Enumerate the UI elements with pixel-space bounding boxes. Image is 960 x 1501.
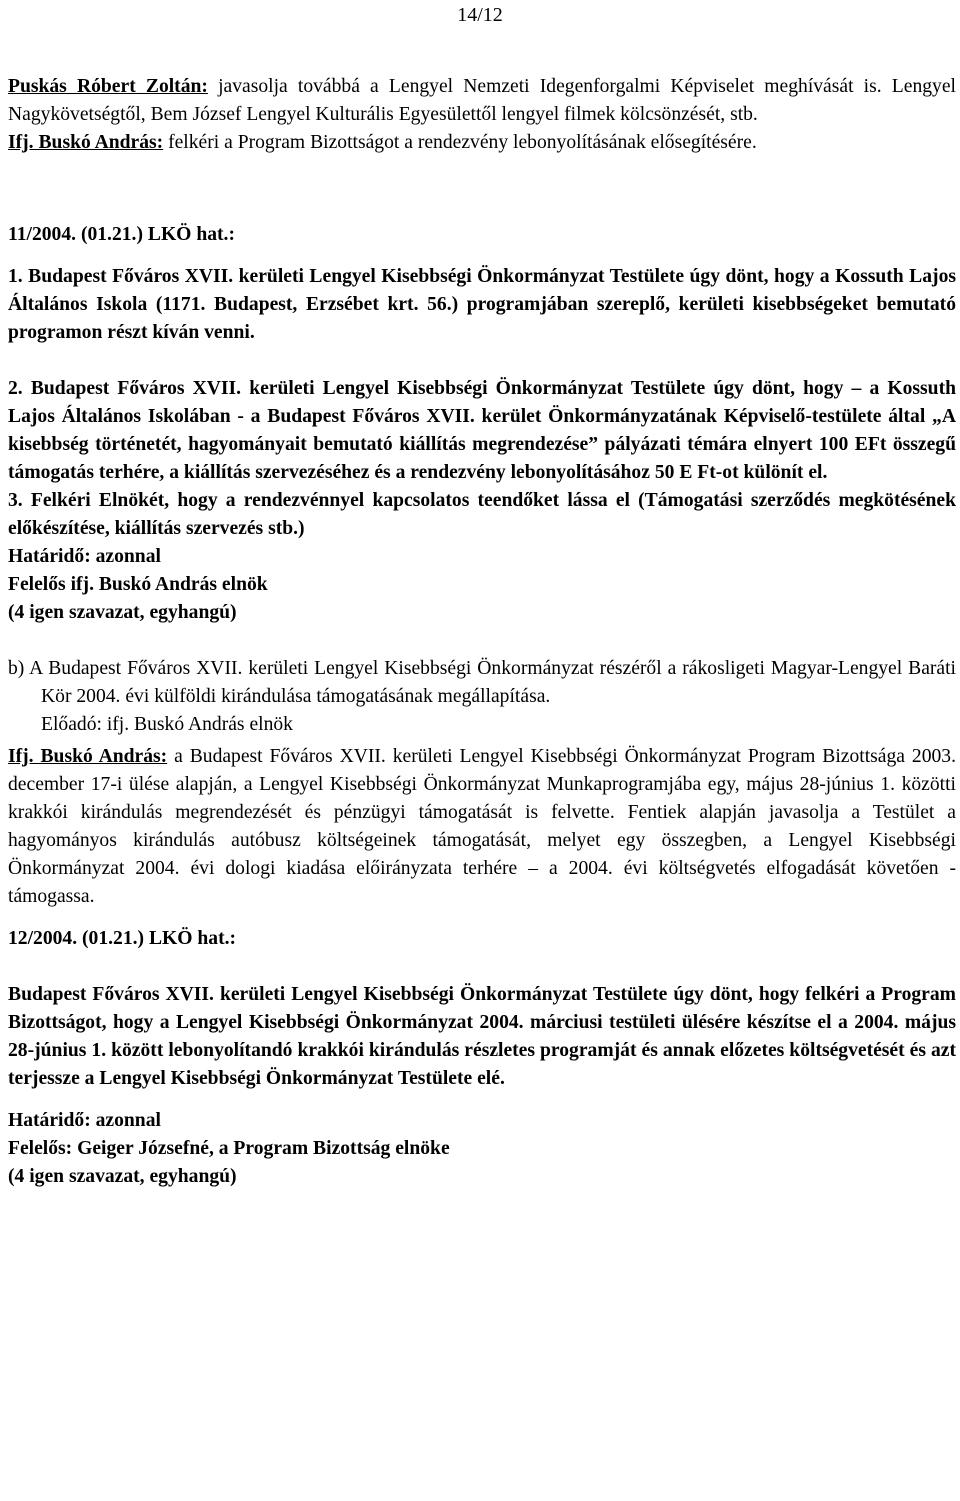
resolution-11-responsible: Felelős ifj. Buskó András elnök: [8, 574, 268, 595]
speaker-name: Ifj. Buskó András:: [8, 746, 168, 767]
resolution-12-responsible: Felelős: Geiger Józsefné, a Program Bizottság elnöke: [8, 1138, 450, 1159]
paragraph-busko-request: [8, 129, 956, 157]
paragraph-text: javasolja továbbá a Lengyel Nemzeti Idegenforgalmi Képviselet meghívását is. Lengyel Nagykövetségtől, Bem József Lengyel Kulturális Egyesülettől lengyel filmek kölcsönzését, stb.: [8, 76, 956, 125]
resolution-11-vote: (4 igen szavazat, egyhangú): [8, 602, 237, 623]
resolution-12-deadline: Határidő: azonnal: [8, 1110, 161, 1131]
resolution-11-item-3: 3. Felkéri Elnökét, hogy a rendezvénnyel kapcsolatos teendőket lássa el (Támogatási szerződés megkötésének előkészítése, kiállítás szervezés stb.): [8, 490, 956, 539]
page-number: 14/12: [457, 4, 503, 26]
resolution-heading-12: 12/2004. (01.21.) LKÖ hat.:: [8, 928, 237, 949]
resolution-11-item-2: 2. Budapest Főváros XVII. kerületi Lengyel Kisebbségi Önkormányzat Testülete úgy dönt, hogy – a Kossuth Lajos Általános Iskolában - a Budapest Főváros XVII. kerület Önkormányzatának Képviselő-testülete által „A kisebbség történetét, hagyományait bemutató kiállítás megrendezése” pályázati témára elnyert 100 EFt összegű támogatás terhére, a kiállítás szervezéséhez és a rendezvény lebonyolításához 50 E Ft-ot különít el.: [8, 378, 956, 483]
speaker-name: Ifj. Buskó András:: [8, 132, 164, 153]
paragraph-text: felkéri a Program Bizottságot a rendezvény lebonyolításának elősegítésére.: [163, 132, 757, 153]
speaker-name: Puskás Róbert Zoltán:: [8, 76, 208, 97]
agenda-item-b: b) A Budapest Főváros XVII. kerületi Lengyel Kisebbségi Önkormányzat részéről a rákosligeti Magyar-Lengyel Baráti Kör 2004. évi külföldi kirándulása támogatásának megállapítása.: [8, 658, 956, 707]
resolution-11-deadline: Határidő: azonnal: [8, 546, 161, 567]
paragraph-text: a Budapest Főváros XVII. kerületi Lengyel Kisebbségi Önkormányzat Program Bizottsága 2003. december 17-i ülése alapján, a Lengyel Kisebbségi Önkormányzat Munkaprogramjába egy, május 28-június 1. közötti krakkói kirándulás megrendezését és pénzügyi támogatását is felvette. Fentiek alapján javasolja a Testület a hagyományos kirándulás autóbusz költségeinek támogatását, melyet egy összegben, a Lengyel Kisebbségi Önkormányzat 2004. évi dologi kiadása előirányzata terhére – a 2004. évi költségvetés elfogadását követően - támogassa.: [8, 746, 956, 907]
agenda-item-b-presenter: Előadó: ifj. Buskó András elnök: [41, 714, 293, 735]
resolution-12-vote: (4 igen szavazat, egyhangú): [8, 1166, 237, 1187]
paragraph-busko-proposal: [8, 743, 956, 911]
resolution-heading-11: 11/2004. (01.21.) LKÖ hat.:: [8, 224, 235, 245]
resolution-12-text: Budapest Főváros XVII. kerületi Lengyel Kisebbségi Önkormányzat Testülete úgy dönt, hogy felkéri a Program Bizottságot, hogy a Lengyel Kisebbségi Önkormányzat 2004. márciusi testületi ülésére készítse el a 2004. május 28-június 1. között lebonyolítandó krakkói kirándulás részletes programját és annak előzetes költségvetését és azt terjessze a Lengyel Kisebbségi Önkormányzat Testülete elé.: [8, 984, 956, 1089]
document-body: [8, 73, 956, 1191]
paragraph-puskas: [8, 73, 956, 129]
resolution-11-item-1: 1. Budapest Főváros XVII. kerületi Lengyel Kisebbségi Önkormányzat Testülete úgy dönt, hogy a Kossuth Lajos Általános Iskola (1171. Budapest, Erzsébet krt. 56.) programjában szereplő, kerületi kisebbségeket bemutató programon részt kíván venni.: [8, 266, 956, 343]
